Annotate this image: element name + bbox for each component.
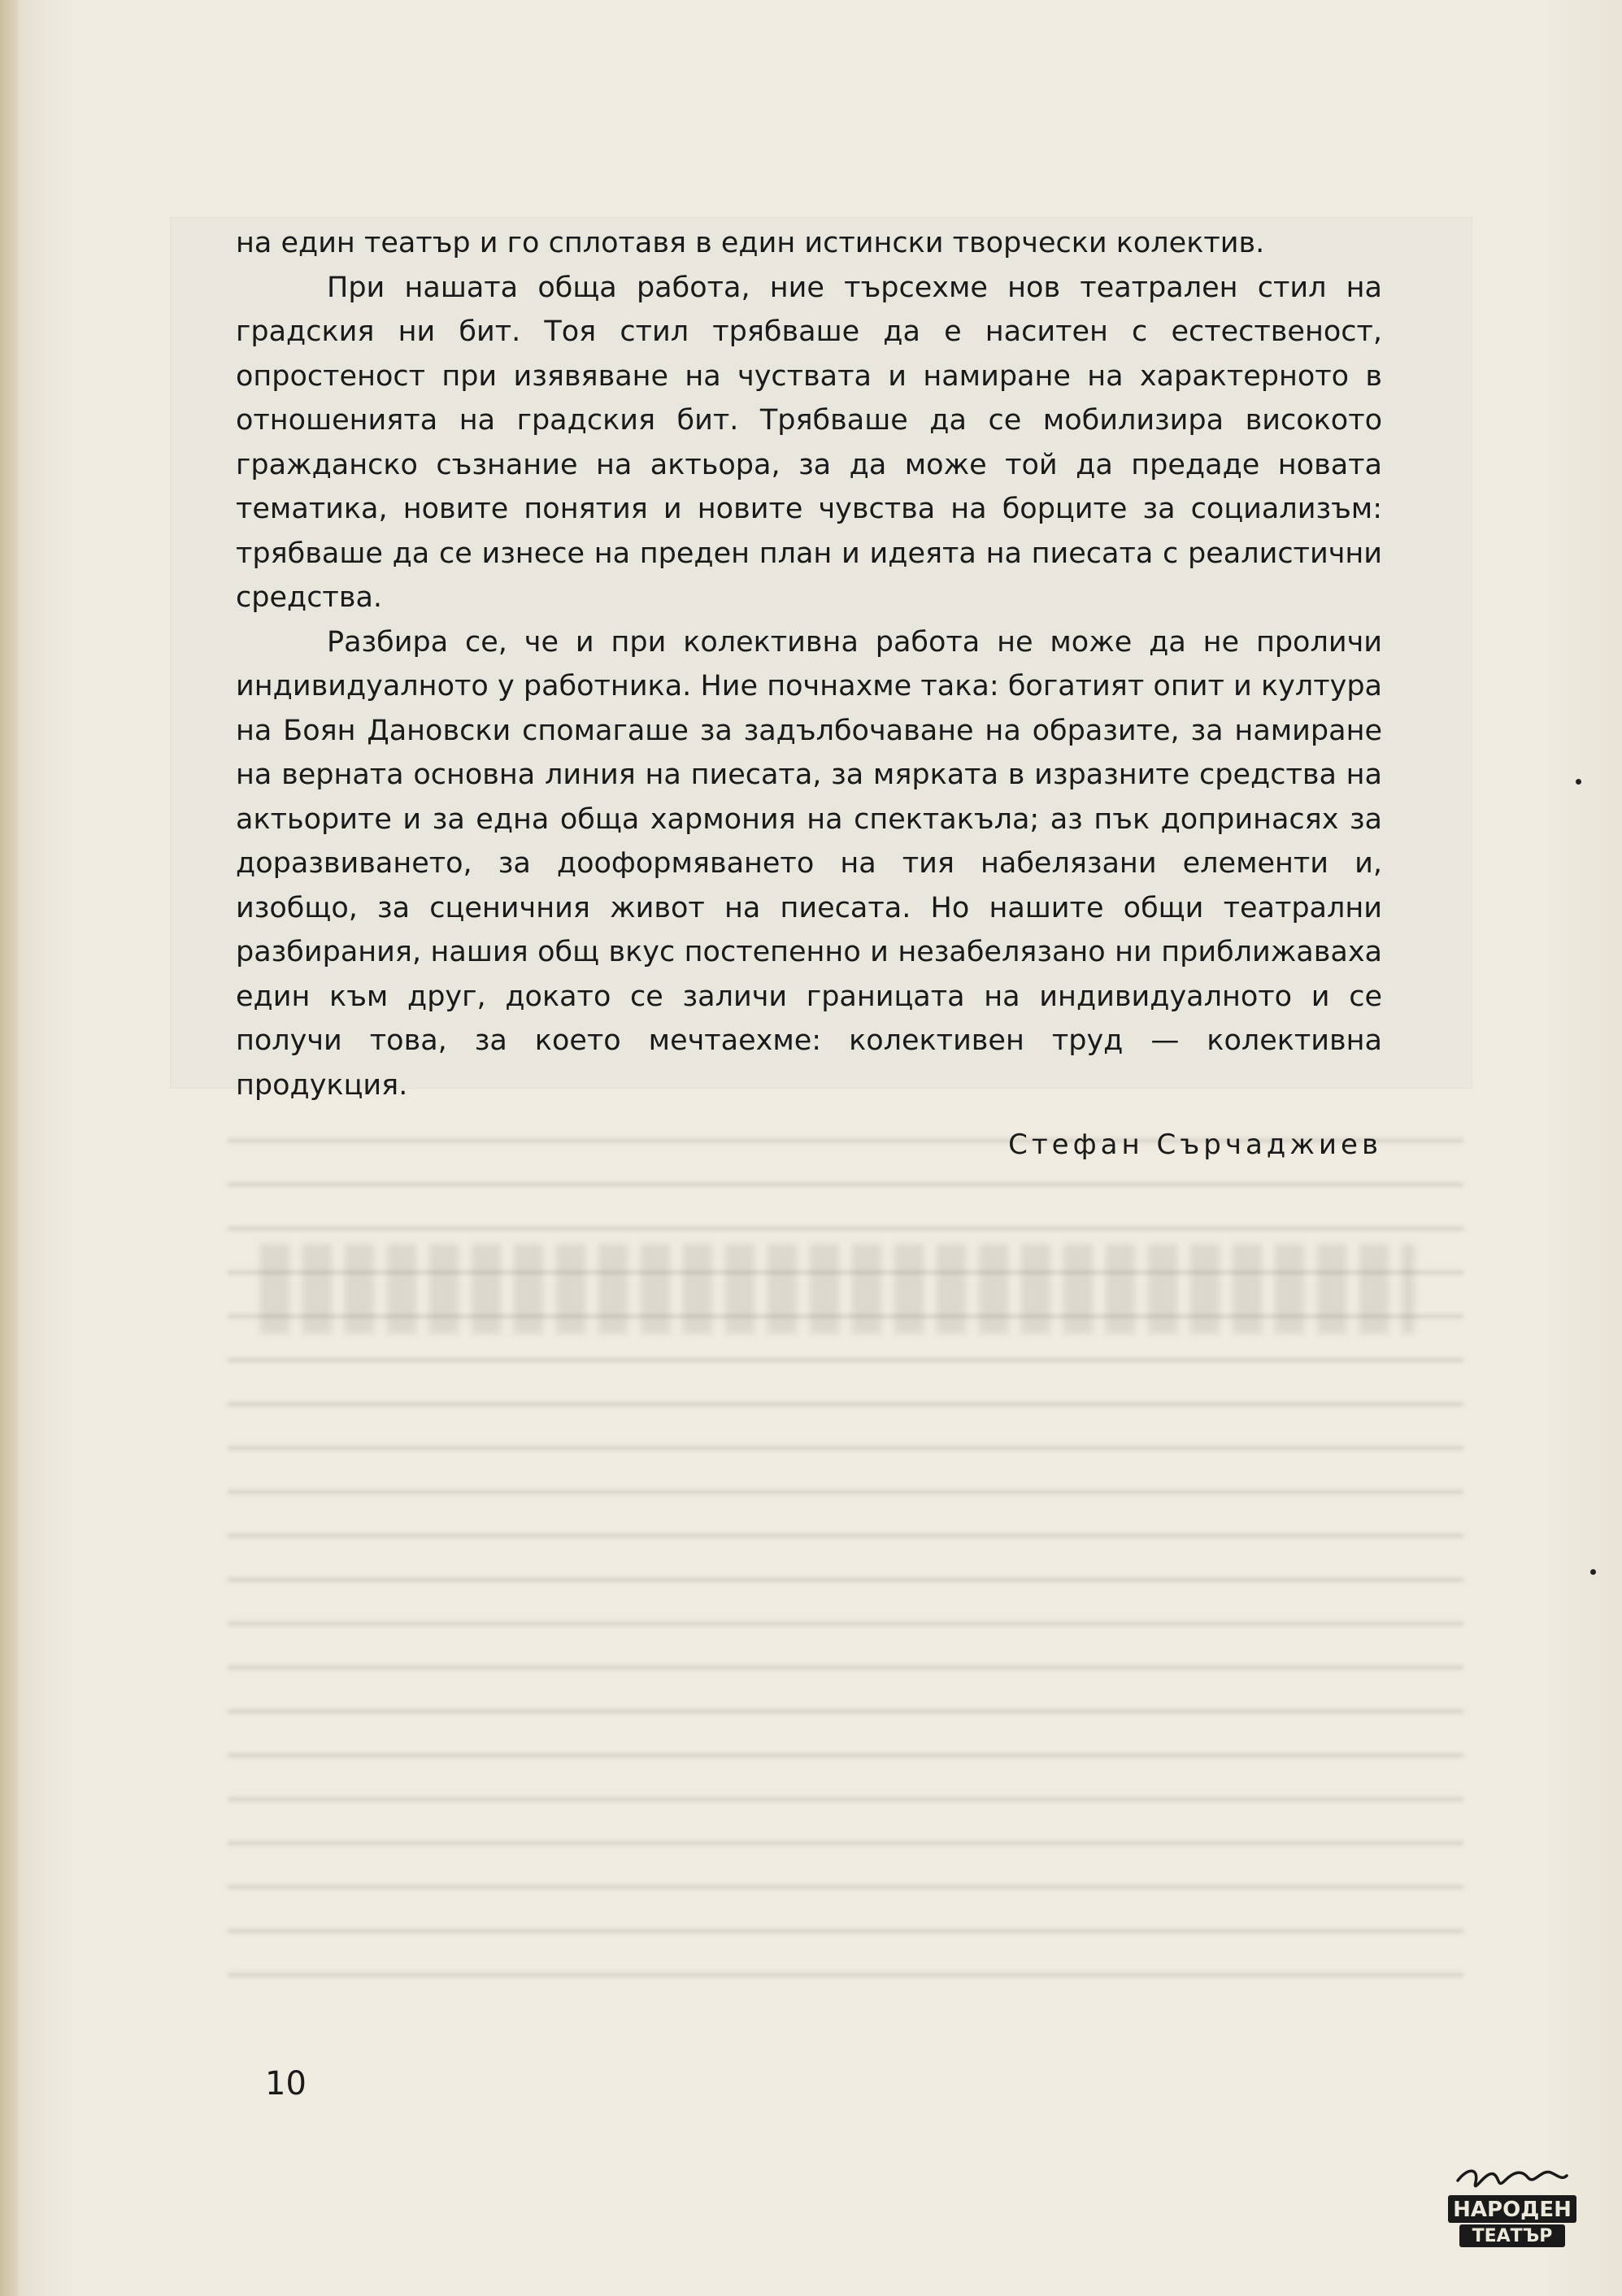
ink-speck bbox=[1576, 779, 1581, 785]
article-body bbox=[236, 221, 1382, 1107]
author-signature: Стефан Сърчаджиев bbox=[1008, 1128, 1382, 1161]
binding-spine bbox=[0, 0, 18, 2296]
paragraph-2: При нашата обща работа, ние търсехме нов театрален стил на градския ни бит. Тоя стил трябваше да е наситен с естественост, опростеност при изявяване на чуствата и намиране на характерното в отношенията на градския бит. Трябваше да се мобилизира високото гражданско съзнание на актьора, за да може той да предаде новата тематика, новите понятия и новите чувства на борците за социализъм: трябваше да се изнесе на преден план и идеята на пиесата с реалистични средства. bbox=[236, 271, 1382, 614]
paragraph-3: Разбира се, че и при колективна работа не може да не проличи индивидуалното у работника. Ние почнахме така: богатият опит и култура на Боян Дановски спомагаше за задълбочаване на образите, за намиране на верната основна линия на пиесата, за мярката в изразните средства на актьорите и за една обща хармония на спектакъла; аз пък допринасях за доразвиването, за дооформяването на тия набелязани елементи и, изобщо, за сценичния живот на пиесата. Но нашите общи театрални разбирания, нашия общ вкус постепенно и незабелязано ни приближаваха един към друг, докато се заличи границата на индивидуалното и се получи това, за което мечтаехме: колективен труд — колективна продукция. bbox=[236, 625, 1382, 1102]
bleed-through-text bbox=[228, 1106, 1463, 2008]
ink-speck bbox=[1590, 1569, 1596, 1575]
stamp-line2-text: ТЕАТЪР bbox=[1472, 2226, 1553, 2246]
page-number: 10 bbox=[265, 2065, 307, 2102]
script-signature-icon bbox=[1458, 2171, 1567, 2185]
paragraph-1: на един театър и го сплотавя в един истински творчески колектив. bbox=[236, 227, 1265, 259]
national-theatre-stamp-logo bbox=[1443, 2163, 1581, 2252]
stamp-line1-text: НАРОДЕН bbox=[1453, 2198, 1572, 2222]
